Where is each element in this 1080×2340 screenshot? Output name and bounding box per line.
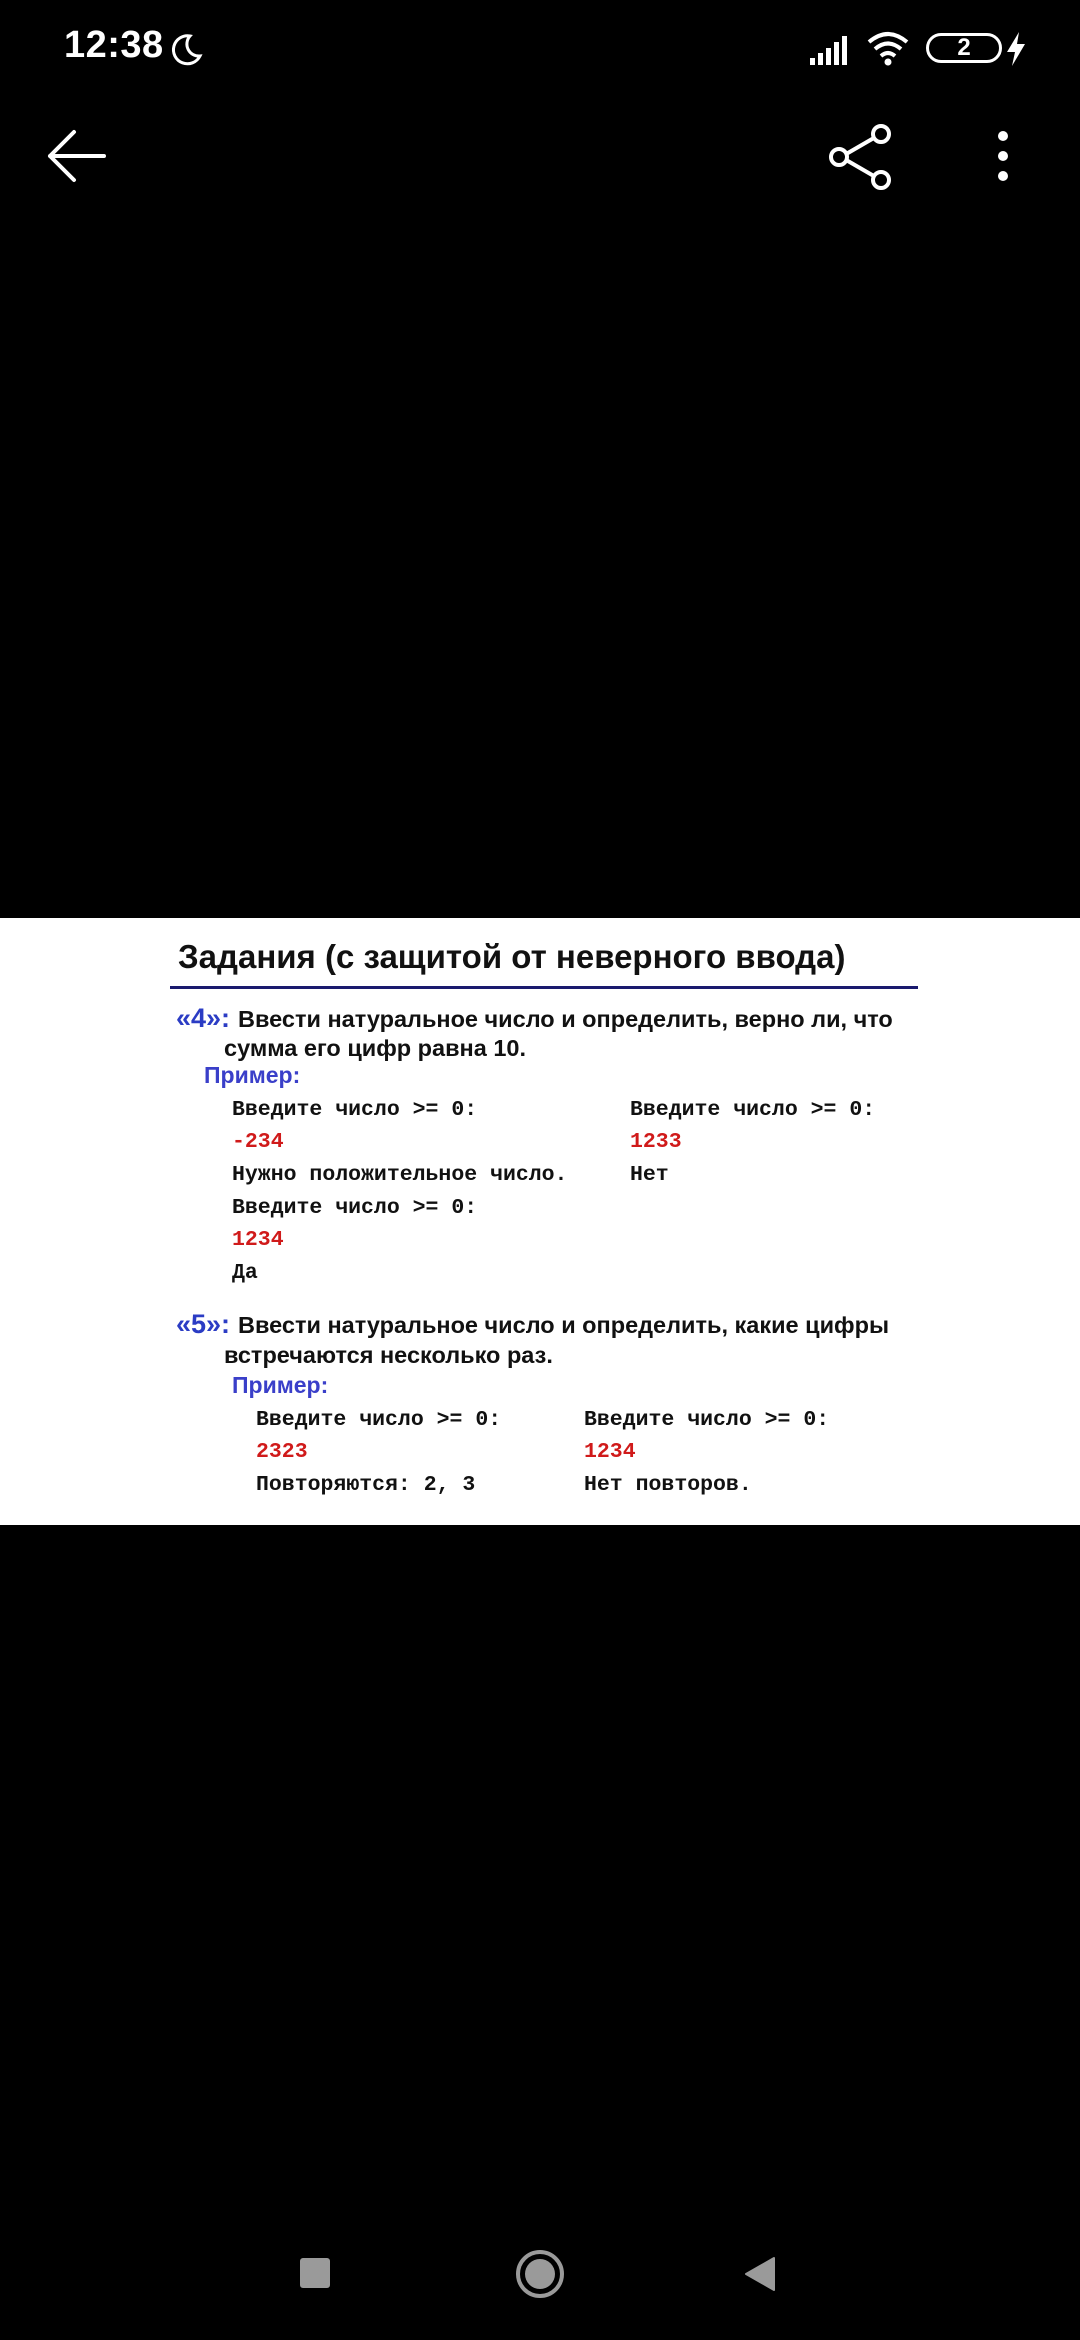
task4-left-line: Введите число >= 0: bbox=[232, 1196, 478, 1220]
recents-square-icon[interactable] bbox=[300, 2258, 330, 2288]
slide-title: Задания (с защитой от неверного ввода) bbox=[178, 938, 846, 975]
task4-right-line: Нет bbox=[630, 1163, 669, 1187]
task5-example-label: Пример: bbox=[232, 1372, 329, 1398]
task5-text-line2: встречаются несколько раз. bbox=[224, 1342, 553, 1368]
task5-line1 bbox=[176, 1308, 889, 1341]
status-time: 12:38 bbox=[64, 24, 164, 66]
task4-right-line: Введите число >= 0: bbox=[630, 1098, 876, 1122]
task5-number: «5»: bbox=[176, 1309, 231, 1339]
share-icon[interactable] bbox=[826, 122, 896, 192]
task4-left-line: 1234 bbox=[232, 1228, 284, 1252]
task4-example-label: Пример: bbox=[204, 1062, 301, 1088]
back-arrow-icon[interactable] bbox=[44, 124, 108, 188]
task4-text-line2: сумма его цифр равна 10. bbox=[224, 1035, 526, 1061]
battery-icon: 2 bbox=[926, 33, 1002, 63]
home-circle-icon[interactable] bbox=[514, 2248, 566, 2300]
task4-text-line1: Ввести натуральное число и определить, верно ли, что bbox=[238, 1006, 893, 1032]
task4-right-line: 1233 bbox=[630, 1130, 682, 1154]
task5-right-line: Введите число >= 0: bbox=[584, 1408, 830, 1432]
signal-icon bbox=[808, 34, 852, 66]
task4-left-line: Да bbox=[232, 1261, 258, 1285]
moon-icon bbox=[168, 32, 204, 68]
back-triangle-icon[interactable] bbox=[740, 2254, 780, 2294]
task4-number: «4»: bbox=[176, 1003, 231, 1033]
bolt-icon bbox=[1004, 30, 1028, 68]
title-divider bbox=[170, 986, 918, 989]
status-bar bbox=[0, 0, 1080, 100]
task5-right-line: Нет повторов. bbox=[584, 1473, 752, 1497]
more-vert-icon[interactable] bbox=[988, 126, 1018, 186]
task5-text-line1: Ввести натуральное число и определить, какие цифры bbox=[238, 1312, 890, 1338]
task4-left-line: -234 bbox=[232, 1130, 284, 1154]
task5-left-line: Введите число >= 0: bbox=[256, 1408, 502, 1432]
task4-left-line: Нужно положительное число. bbox=[232, 1163, 568, 1187]
task5-left-line: Повторяются: 2, 3 bbox=[256, 1473, 476, 1497]
slide-image[interactable] bbox=[0, 918, 1080, 1525]
task5-right-line: 1234 bbox=[584, 1440, 636, 1464]
wifi-icon bbox=[866, 30, 910, 68]
task5-left-line: 2323 bbox=[256, 1440, 308, 1464]
task4-left-line: Введите число >= 0: bbox=[232, 1098, 478, 1122]
task4-line1 bbox=[176, 1002, 893, 1035]
